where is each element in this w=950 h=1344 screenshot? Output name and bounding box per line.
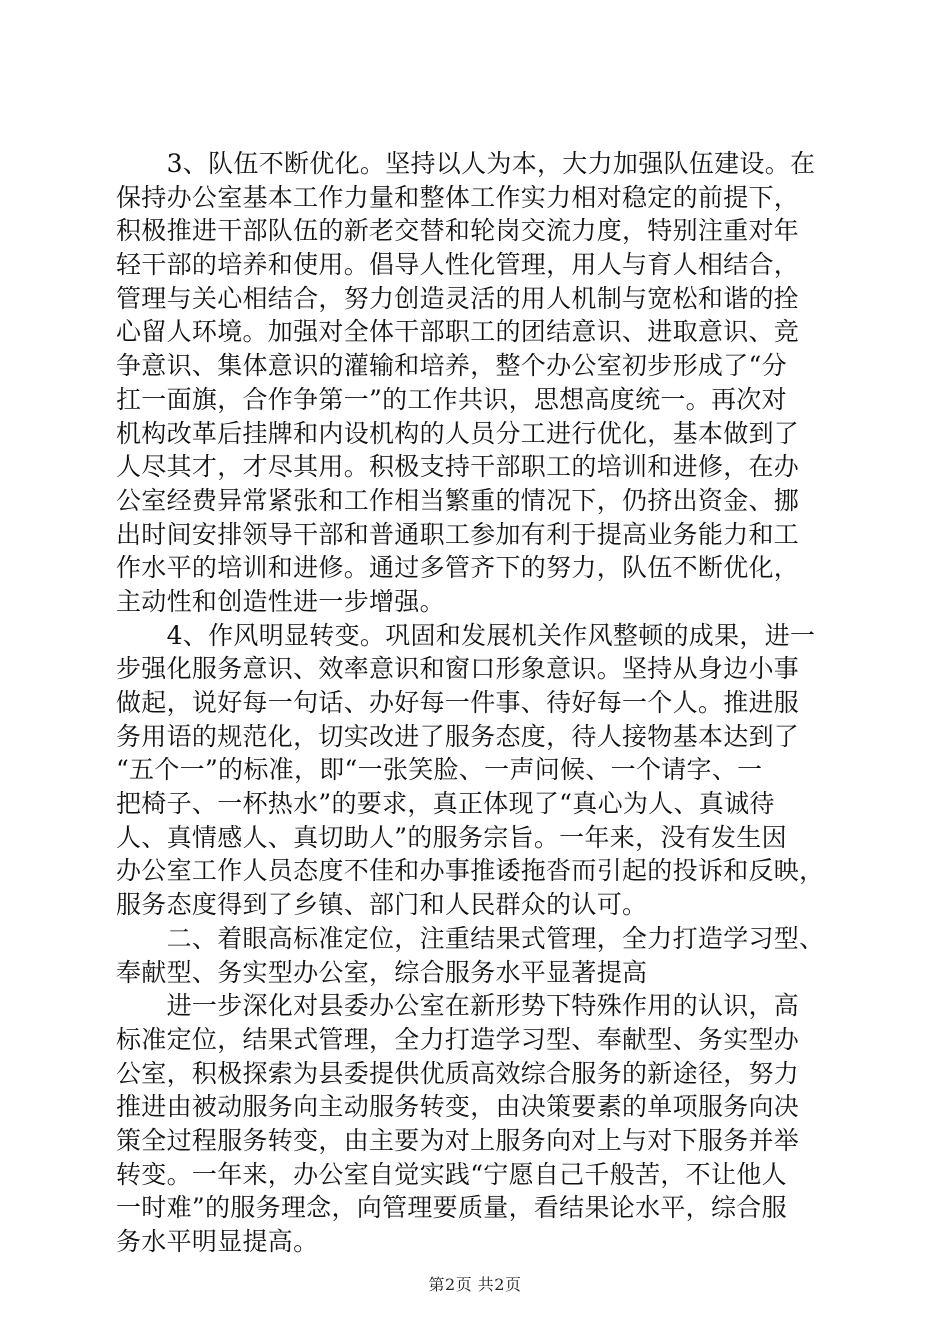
text-line: 步强化服务意识、效率意识和窗口形象意识。坚持从身边小事 xyxy=(116,654,800,684)
body-text xyxy=(116,147,836,1259)
text-line: 进一步深化对县委办公室在新形势下特殊作用的认识，高 xyxy=(116,991,800,1021)
text-line: 作水平的培训和进修。通过多管齐下的努力，队伍不断优化， xyxy=(116,553,800,583)
text-line: 标准定位，结果式管理，全力打造学习型、奉献型、务实型办 xyxy=(116,1024,800,1054)
text-line: 出时间安排领导干部和普通职工参加有利于提高业务能力和工 xyxy=(116,519,800,549)
text-line: 一时难”的服务理念，向管理要质量，看结果论水平，综合服 xyxy=(116,1193,787,1223)
text-line: 转变。一年来，办公室自觉实践“宁愿自己千般苦，不让他人 xyxy=(116,1159,787,1189)
text-line: 人、真情感人、真切助人”的服务宗旨。一年来，没有发生因 xyxy=(116,822,787,852)
text-line: 心留人环境。加强对全体干部职工的团结意识、进取意识、竞 xyxy=(116,317,800,347)
text-line: 务水平明显提高。 xyxy=(116,1227,319,1256)
text-line: 主动性和创造性进一步增强。 xyxy=(116,586,445,616)
text-line: 务用语的规范化，切实改进了服务态度，待人接物基本达到了 xyxy=(116,721,800,751)
text-line: 把椅子、一杯热水”的要求，真正体现了“真心为人、真诚待 xyxy=(116,789,775,819)
text-line: 3、队伍不断优化。坚持以人为本，大力加强队伍建设。在 xyxy=(116,149,816,178)
text-line: 服务态度得到了乡镇、部门和人民群众的认可。 xyxy=(116,890,648,920)
text-line: 人尽其才，才尽其用。积极支持干部职工的培训和进修，在办 xyxy=(116,452,800,482)
text-line: 策全过程服务转变，由主要为对上服务向对上与对下服务并举 xyxy=(116,1125,800,1155)
text-line: 保持办公室基本工作力量和整体工作实力相对稳定的前提下， xyxy=(116,182,800,212)
page-footer: 第2页 共2页 xyxy=(428,1275,522,1294)
text-line: 4、作风明显转变。巩固和发展机关作风整顿的成果，进一 xyxy=(116,620,816,650)
text-line: 奉献型、务实型办公室，综合服务水平显著提高 xyxy=(116,957,648,987)
text-line: 公室经费异常紧张和工作相当繁重的情况下，仍挤出资金、挪 xyxy=(116,485,800,515)
text-line: 扛一面旗，合作争第一”的工作共识，思想高度统一。再次对 xyxy=(116,384,787,414)
text-line: 积极推进干部队伍的新老交替和轮岗交流力度，特别注重对年 xyxy=(116,216,800,246)
text-line: 做起，说好每一句话、办好每一件事、待好每一个人。推进服 xyxy=(116,688,800,717)
text-line: 管理与关心相结合，努力创造灵活的用人机制与宽松和谐的拴 xyxy=(116,283,800,313)
text-line: “五个一”的标准，即“一张笑脸、一声问候、一个请字、一 xyxy=(116,755,763,785)
text-line: 机构改革后挂牌和内设机构的人员分工进行优化，基本做到了 xyxy=(116,418,800,448)
text-line: 争意识、集体意识的灌输和培养，整个办公室初步形成了“分 xyxy=(116,351,787,381)
text-line: 办公室工作人员态度不佳和办事推诿拖沓而引起的投诉和反映， xyxy=(116,856,825,886)
text-line: 公室，积极探索为县委提供优质高效综合服务的新途径，努力 xyxy=(116,1058,800,1088)
text-line: 轻干部的培养和使用。倡导人性化管理，用人与育人相结合， xyxy=(116,250,800,280)
text-line: 推进由被动服务向主动服务转变，由决策要素的单项服务向决 xyxy=(116,1092,800,1122)
text-line: 二、着眼高标准定位，注重结果式管理，全力打造学习型、 xyxy=(116,923,825,953)
